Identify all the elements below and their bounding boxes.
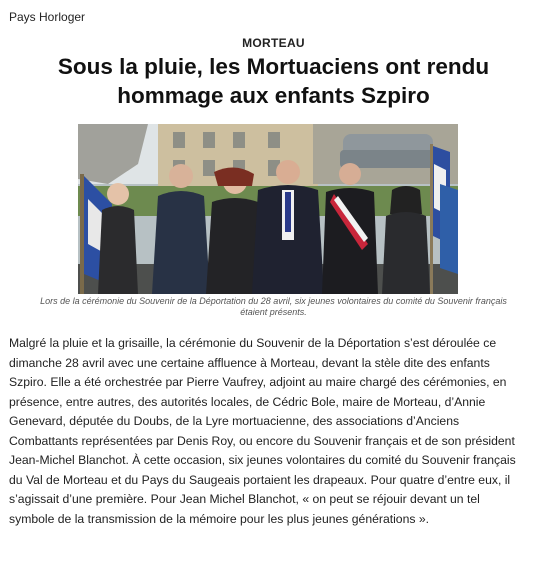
article-headline <box>20 52 527 110</box>
section-label: Pays Horloger <box>9 10 86 24</box>
article-kicker: MORTEAU <box>242 36 305 50</box>
headline-line: Sous la pluie, les Mortuaciens ont rendu <box>57 54 490 79</box>
body-line: présence, entre autres, des autorités locales, de Cédric Bole, maire de Morteau, d’Annie <box>9 394 486 409</box>
body-line: s’agissait d’une première. Pour Jean Michel Blanchot, « on peut se réjouir devant un tel <box>9 492 480 506</box>
article-photo <box>78 124 458 294</box>
body-line: Szpiro. Elle a été orchestrée par Pierre Vaufrey, adjoint au maire chargé des cérémonies, en <box>9 375 507 389</box>
body-line: Jean-Michel Blanchot. À cette occasion, six jeunes volontaires du comité du Souvenir français <box>9 453 516 467</box>
body-line: Genevard, députée du Doubs, de la Lyre mortuacienne, des associations d’Anciens <box>9 414 460 428</box>
body-line: du Val de Morteau et du Pays du Saugeais portaient les drapeaux. Pour quatre d’entre eux, il <box>9 472 511 487</box>
body-line: symbole de la transmission de la mémoire pour les plus jeunes générations ». <box>9 511 430 526</box>
article-body <box>9 334 525 529</box>
headline-line: hommage aux enfants Szpiro <box>117 83 430 108</box>
caption-line: étaient présents. <box>240 307 307 317</box>
body-line: dimanche 28 avril avec une certaine affluence à Morteau, devant la stèle dite des enfants <box>9 355 490 370</box>
body-line: Malgré la pluie et la grisaille, la cérémonie du Souvenir de la Déportation s’est déroulée ce <box>9 336 497 350</box>
ceremony-photo-illustration <box>78 124 458 294</box>
body-line: Combattants représentées par Denis Roy, ou encore du Souvenir français et de son président <box>9 433 515 448</box>
photo-caption <box>10 296 537 318</box>
caption-line: Lors de la cérémonie du Souvenir de la Déportation du 28 avril, six jeunes volontaires du comité du Souvenir français <box>40 296 507 306</box>
